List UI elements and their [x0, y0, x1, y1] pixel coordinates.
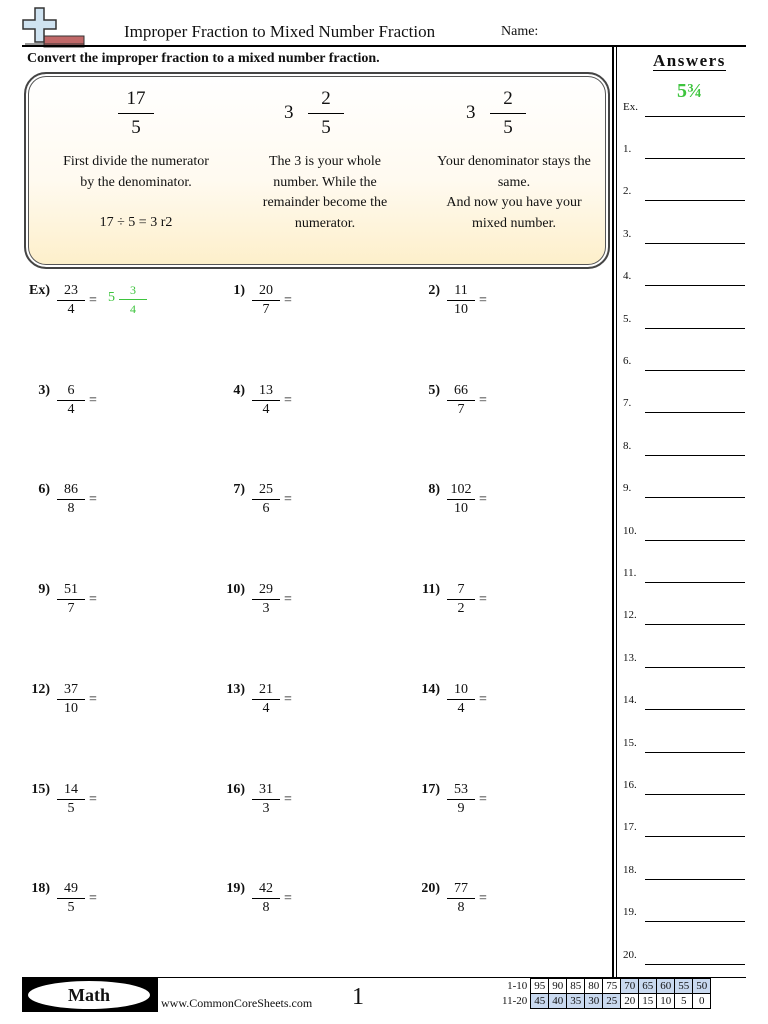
problem-fraction	[57, 682, 85, 717]
problem-fraction	[447, 682, 475, 717]
score-row	[499, 979, 711, 994]
example-step2-fraction	[308, 88, 344, 139]
fraction-numerator: 66	[454, 383, 468, 398]
fraction-denominator: 3	[262, 801, 270, 816]
equals-sign: =	[89, 891, 97, 906]
score-cell: 45	[531, 994, 549, 1009]
fraction-bar	[447, 300, 475, 301]
problem-fraction	[252, 582, 280, 617]
equals-sign: =	[284, 293, 292, 308]
problem-number: 17)	[421, 782, 440, 797]
example-answer-whole: 5	[108, 290, 115, 305]
problem-fraction	[252, 782, 280, 817]
answer-line[interactable]	[645, 709, 745, 710]
text-line: same.	[497, 174, 531, 190]
problem-fraction	[57, 383, 85, 418]
equals-sign: =	[284, 492, 292, 507]
fraction-bar	[57, 300, 85, 301]
problem-fraction	[447, 283, 475, 318]
fraction-bar	[252, 799, 280, 800]
score-cell: 50	[693, 979, 711, 994]
equals-sign: =	[479, 293, 487, 308]
answer-label: 17.	[623, 821, 637, 834]
equals-sign: =	[89, 293, 97, 308]
score-cell: 25	[603, 994, 621, 1009]
answer-line[interactable]	[645, 540, 745, 541]
fraction-bar	[252, 499, 280, 500]
answer-line[interactable]	[645, 285, 745, 286]
fraction-numerator: 11	[454, 283, 468, 298]
name-label: Name:	[501, 24, 539, 39]
answer-label: 18.	[623, 863, 637, 876]
answer-label: 10.	[623, 524, 637, 537]
fraction-numerator: 14	[64, 782, 78, 797]
math-badge-label: Math	[28, 981, 150, 1009]
problem-fraction	[57, 482, 85, 517]
answer-column-divider-inner	[616, 47, 617, 977]
problem-number: 2)	[428, 283, 440, 298]
problem-number: 15)	[31, 782, 50, 797]
fraction-denominator: 2	[457, 601, 465, 616]
answer-line[interactable]	[645, 794, 745, 795]
equals-sign: =	[89, 492, 97, 507]
fraction-bar	[252, 300, 280, 301]
fraction-numerator: 51	[64, 582, 78, 597]
problem-fraction	[252, 682, 280, 717]
example-panel	[24, 72, 610, 269]
example-step3-text	[420, 152, 608, 234]
fraction-denominator: 4	[67, 402, 75, 417]
fraction-denominator: 8	[67, 501, 75, 516]
fraction-numerator: 2	[503, 88, 513, 109]
text-line: number. While the	[273, 174, 377, 190]
answer-line[interactable]	[645, 200, 745, 201]
text-line: by the denominator.	[80, 174, 192, 190]
fraction-denominator: 10	[64, 701, 78, 716]
answer-label: 7.	[623, 397, 632, 410]
fraction-denominator: 10	[454, 302, 468, 317]
score-cell: 40	[549, 994, 567, 1009]
problem-number: 13)	[226, 682, 245, 697]
equals-sign: =	[479, 592, 487, 607]
score-cell: 15	[639, 994, 657, 1009]
fraction-denominator: 10	[454, 501, 468, 516]
header-rule	[22, 45, 746, 47]
answer-example-line	[645, 116, 745, 117]
problem-fraction	[57, 881, 85, 916]
fraction-numerator: 2	[321, 88, 331, 109]
score-cell: 20	[621, 994, 639, 1009]
text-line: And now you have your	[446, 195, 582, 210]
fraction-bar	[57, 400, 85, 401]
worksheet-title: Improper Fraction to Mixed Number Fraction	[124, 22, 436, 41]
fraction-numerator: 42	[259, 881, 273, 896]
answer-line[interactable]	[645, 243, 745, 244]
fraction-denominator: 5	[131, 117, 141, 138]
fraction-denominator: 4	[130, 302, 136, 316]
answer-line[interactable]	[645, 412, 745, 413]
answer-line[interactable]	[645, 158, 745, 159]
problem-number: 8)	[428, 482, 440, 497]
problem-number: 10)	[226, 582, 245, 597]
score-cell: 95	[531, 979, 549, 994]
problem-fraction	[57, 782, 85, 817]
fraction-bar	[57, 898, 85, 899]
problem-number: 16)	[226, 782, 245, 797]
fraction-bar	[119, 299, 147, 300]
answer-label: 5.	[623, 312, 632, 325]
text-line: remainder become the	[262, 195, 388, 210]
instructions: Convert the improper fraction to a mixed number fraction.	[27, 51, 380, 66]
fraction-numerator: 37	[64, 682, 78, 697]
problem-number: Ex)	[29, 283, 50, 298]
score-row	[499, 994, 711, 1009]
score-cell: 0	[693, 994, 711, 1009]
logo-plus-icon	[22, 6, 88, 50]
score-cell: 35	[567, 994, 585, 1009]
score-row-label: 11-20	[502, 995, 528, 1007]
answer-label: 20.	[623, 948, 637, 961]
score-cell: 75	[603, 979, 621, 994]
fraction-bar	[490, 113, 526, 114]
fraction-numerator: 17	[126, 88, 146, 109]
text-line: numerator.	[294, 215, 356, 231]
answer-line[interactable]	[645, 497, 745, 498]
equals-sign: =	[479, 393, 487, 408]
problem-fraction	[447, 482, 475, 517]
answer-line[interactable]	[645, 328, 745, 329]
answer-label: 13.	[623, 651, 637, 664]
answer-label: 16.	[623, 779, 637, 791]
score-cell: 70	[621, 979, 639, 994]
problem-fraction	[447, 881, 475, 916]
fraction-numerator: 29	[259, 582, 273, 597]
fraction-denominator: 4	[262, 402, 270, 417]
fraction-bar	[447, 599, 475, 600]
fraction-denominator: 5	[321, 117, 331, 138]
answer-line[interactable]	[645, 879, 745, 880]
problem-number: 9)	[38, 582, 50, 597]
answer-column-divider	[612, 47, 614, 977]
equals-sign: =	[284, 891, 292, 906]
text-line: First divide the numerator	[63, 154, 209, 169]
fraction-numerator: 102	[450, 482, 472, 497]
problem-fraction	[57, 582, 85, 617]
fraction-denominator: 4	[67, 302, 75, 317]
fraction-bar	[252, 400, 280, 401]
fraction-numerator: 10	[454, 682, 468, 697]
fraction-numerator: 20	[259, 283, 273, 298]
answer-label: 6.	[623, 355, 632, 367]
fraction-bar	[57, 499, 85, 500]
problem-number: 11)	[422, 582, 440, 597]
answer-line[interactable]	[645, 752, 745, 753]
fraction-denominator: 6	[262, 501, 270, 516]
fraction-bar	[252, 699, 280, 700]
answer-label: 19.	[623, 906, 637, 919]
problem-number: 1)	[233, 283, 245, 298]
answer-label: 9.	[623, 482, 632, 495]
score-row-label: 1-10	[507, 980, 528, 992]
equals-sign: =	[479, 692, 487, 707]
answer-line[interactable]	[645, 370, 745, 371]
fraction-denominator: 4	[262, 701, 270, 716]
fraction-bar	[447, 799, 475, 800]
problem-fraction	[252, 482, 280, 517]
equals-sign: =	[479, 492, 487, 507]
problem-number: 5)	[428, 383, 440, 398]
example-step1-text	[48, 152, 224, 193]
fraction-numerator: 25	[259, 482, 273, 497]
score-cell: 65	[639, 979, 657, 994]
score-cell: 60	[657, 979, 675, 994]
fraction-numerator: 6	[67, 383, 75, 398]
fraction-bar	[57, 799, 85, 800]
answer-line[interactable]	[645, 582, 745, 583]
equals-sign: =	[89, 792, 97, 807]
fraction-denominator: 5	[67, 900, 75, 915]
problem-fraction	[252, 383, 280, 418]
fraction-bar	[447, 499, 475, 500]
fraction-bar	[57, 599, 85, 600]
fraction-denominator: 8	[457, 900, 465, 915]
answer-label: 14.	[623, 694, 637, 707]
problem-fraction	[447, 582, 475, 617]
problem-number: 18)	[31, 881, 50, 896]
problem-number: 7)	[233, 482, 245, 497]
equals-sign: =	[284, 592, 292, 607]
answer-line[interactable]	[645, 836, 745, 837]
equals-sign: =	[89, 592, 97, 607]
fraction-numerator: 86	[64, 482, 78, 497]
answer-label: 8.	[623, 439, 632, 452]
problem-number: 14)	[421, 682, 440, 697]
page-number: 1	[352, 984, 364, 1010]
text-line: The 3 is your whole	[269, 154, 381, 169]
problem-number: 6)	[38, 482, 50, 497]
fraction-denominator: 5	[503, 117, 513, 138]
fraction-denominator: 7	[457, 402, 465, 417]
fraction-denominator: 8	[262, 900, 270, 915]
fraction-numerator: 21	[259, 682, 273, 697]
answer-label: 1.	[623, 143, 632, 155]
problem-number: 19)	[226, 881, 245, 896]
example-step2-text	[237, 152, 413, 234]
fraction-bar	[447, 898, 475, 899]
equals-sign: =	[479, 792, 487, 807]
fraction-numerator: 3	[130, 283, 136, 297]
answer-line[interactable]	[645, 624, 745, 625]
answers-title: Answers	[653, 51, 726, 70]
problem-number: 4)	[233, 383, 245, 398]
equals-sign: =	[284, 692, 292, 707]
fraction-numerator: 49	[64, 881, 78, 896]
problem-fraction	[252, 881, 280, 916]
equals-sign: =	[284, 393, 292, 408]
fraction-bar	[57, 699, 85, 700]
answer-label: 15.	[623, 736, 637, 749]
fraction-numerator: 31	[259, 782, 273, 797]
example-step3-whole: 3	[466, 102, 476, 123]
answer-label: 2.	[623, 185, 632, 198]
fraction-bar	[252, 898, 280, 899]
problem-fraction	[447, 383, 475, 418]
example-step2-whole: 3	[284, 102, 294, 123]
answer-line[interactable]	[645, 667, 745, 668]
fraction-numerator: 23	[64, 283, 78, 298]
example-answer-fraction	[119, 282, 147, 317]
text-line: mixed number.	[472, 215, 556, 231]
problem-fraction	[252, 283, 280, 318]
fraction-numerator: 53	[454, 782, 468, 797]
fraction-bar	[118, 113, 154, 114]
score-cell: 10	[657, 994, 675, 1009]
score-cell: 5	[675, 994, 693, 1009]
problem-fraction	[57, 283, 85, 318]
fraction-bar	[447, 400, 475, 401]
answer-example-label: Ex.	[623, 101, 638, 113]
score-table	[499, 978, 711, 1009]
answer-label: 3.	[623, 227, 632, 240]
fraction-denominator: 4	[457, 701, 465, 716]
answer-label: 4.	[623, 270, 632, 283]
equals-sign: =	[284, 792, 292, 807]
fraction-numerator: 13	[259, 383, 273, 398]
fraction-denominator: 9	[457, 801, 465, 816]
score-cell: 85	[567, 979, 585, 994]
problem-number: 20)	[421, 881, 440, 896]
equals-sign: =	[89, 393, 97, 408]
problem-fraction	[447, 782, 475, 817]
fraction-bar	[308, 113, 344, 114]
score-cell: 90	[549, 979, 567, 994]
example-step1-calc: 17 ÷ 5 = 3 r2	[99, 215, 173, 230]
problem-number: 12)	[31, 682, 50, 697]
equals-sign: =	[89, 692, 97, 707]
answer-line[interactable]	[645, 964, 745, 965]
answer-line[interactable]	[645, 921, 745, 922]
fraction-denominator: 3	[262, 601, 270, 616]
fraction-numerator: 77	[454, 881, 468, 896]
fraction-denominator: 5	[67, 801, 75, 816]
equals-sign: =	[479, 891, 487, 906]
example-step1-fraction	[118, 88, 154, 139]
fraction-numerator: 7	[457, 582, 465, 597]
score-cell: 80	[585, 979, 603, 994]
score-cell: 30	[585, 994, 603, 1009]
answer-label: 12.	[623, 609, 637, 622]
answer-line[interactable]	[645, 455, 745, 456]
fraction-bar	[447, 699, 475, 700]
fraction-denominator: 7	[262, 302, 270, 317]
answer-label: 11.	[623, 567, 637, 579]
site-url: www.CommonCoreSheets.com	[161, 996, 313, 1010]
fraction-bar	[252, 599, 280, 600]
problem-number: 3)	[38, 383, 50, 398]
example-step3-fraction	[490, 88, 526, 139]
fraction-denominator: 7	[67, 601, 75, 616]
score-cell: 55	[675, 979, 693, 994]
text-line: Your denominator stays the	[437, 154, 591, 169]
answer-example-value: 5¾	[677, 80, 702, 102]
